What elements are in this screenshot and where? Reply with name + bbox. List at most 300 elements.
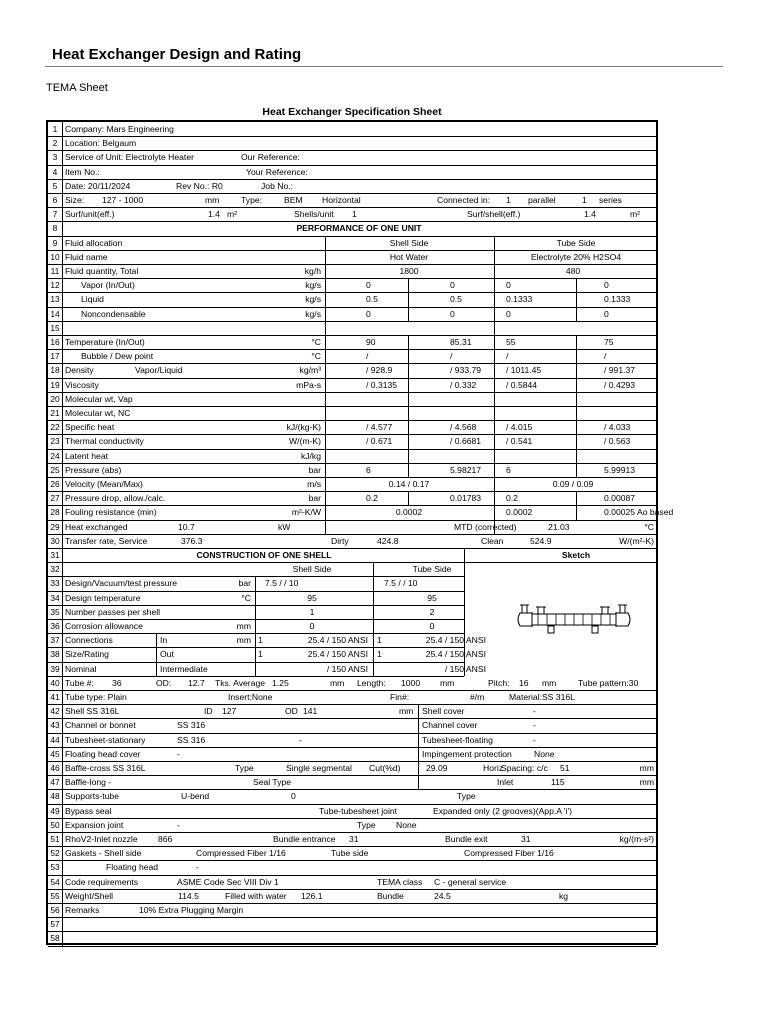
- bubble-dew-point-shell-out: /: [450, 351, 453, 362]
- row-number: 30: [50, 535, 60, 546]
- impingement-val: None: [534, 748, 555, 759]
- inlet-unit: mm: [639, 777, 654, 788]
- row-divider: [48, 662, 464, 663]
- row-number: 2: [52, 138, 58, 149]
- insert: Insert:None: [228, 692, 273, 702]
- od-label: OD:: [156, 677, 172, 688]
- viscosity-label: Viscosity: [65, 379, 99, 390]
- surf-shell-unit: m²: [630, 209, 641, 220]
- row-number: 52: [50, 848, 60, 859]
- design-temperature-shell: 95: [307, 592, 317, 603]
- noncondensable-shell-out: 0: [450, 308, 455, 319]
- transfer-value: 376.3: [181, 535, 203, 546]
- row-number: 36: [50, 621, 60, 631]
- title-divider: [45, 66, 723, 67]
- fouling-resistance-tube-out: 0.00025 Ao based: [604, 507, 674, 518]
- column-divider: [418, 704, 419, 789]
- channel-cover: Channel cover: [422, 720, 478, 731]
- size-rating-tube: 25.4 / 150 ANSI: [425, 649, 486, 660]
- noncondensable-unit: kg/s: [305, 308, 321, 319]
- row-number: 54: [50, 876, 60, 887]
- specification-sheet: [46, 120, 674, 945]
- spacing-unit: mm: [639, 763, 654, 773]
- row-number: 26: [50, 479, 60, 489]
- ts-stationary-val2: -: [299, 734, 302, 745]
- velocity-shell-total: 0.14 / 0.17: [388, 479, 430, 489]
- row-divider: [48, 931, 656, 932]
- supports: Supports-tube: [65, 791, 119, 802]
- seal-type: Seal Type: [253, 777, 292, 788]
- row-divider: [48, 165, 656, 166]
- shell-nozzle-in: [538, 607, 544, 614]
- pressure-label: Pressure (abs): [65, 464, 122, 475]
- latent-heat-label: Latent heat: [65, 450, 109, 461]
- row-divider: [48, 463, 656, 464]
- fin: Fin#:: [390, 692, 410, 702]
- size-rating-sub: Out: [160, 649, 174, 660]
- fin-unit: #/m: [470, 692, 485, 702]
- id: 127: [222, 706, 237, 717]
- row-number: 19: [50, 379, 60, 390]
- expansion-type-val: None: [396, 819, 417, 830]
- shell-unit: mm: [399, 706, 414, 717]
- connections-tube-n: 1: [377, 635, 382, 646]
- row-number: 39: [50, 663, 60, 674]
- type-value: BEM: [284, 195, 303, 205]
- row-number: 50: [50, 819, 60, 830]
- rev-no: Rev No.: R0: [176, 180, 223, 191]
- pitch-unit: mm: [542, 677, 557, 688]
- job-no: Job No.:: [261, 180, 294, 191]
- specific-heat-tube-out: / 4.033: [604, 422, 631, 433]
- tube-nozzle-out: [620, 605, 625, 613]
- row-divider: [48, 789, 656, 790]
- row-divider: [48, 378, 656, 379]
- transfer-unit: W/(m²-K): [619, 535, 654, 546]
- row-number: 57: [50, 919, 60, 930]
- bubble-dew-point-shell-in: /: [366, 351, 369, 362]
- filled-val: 126.1: [301, 890, 323, 901]
- design-pressure-tube: 7.5 / / 10: [384, 578, 418, 589]
- row-number: 15: [50, 322, 60, 333]
- row-number: 22: [50, 422, 60, 433]
- pressure-drop-label: Pressure drop, allow./calc.: [65, 493, 166, 504]
- floating-cover-val: -: [177, 748, 180, 759]
- corrosion-allowance-unit: mm: [236, 621, 251, 631]
- viscosity-tube-in: / 0.5844: [506, 379, 538, 390]
- row-number: 5: [52, 180, 58, 191]
- thermal-conductivity-tube-in: / 0.541: [506, 436, 533, 447]
- row-number: 46: [50, 763, 60, 773]
- row-number: 35: [50, 606, 60, 617]
- row-number: 12: [50, 280, 60, 291]
- vapor-tube-in: 0: [506, 280, 511, 291]
- fouling-resistance-shell-total: 0.0002: [395, 507, 423, 518]
- fluid-quantity-unit: kg/h: [304, 266, 321, 276]
- length: 1000: [401, 677, 421, 688]
- expansion: Expansion joint: [65, 819, 124, 830]
- row-number: 21: [50, 408, 60, 418]
- sketch-label: Sketch: [561, 550, 591, 560]
- thermal-conductivity-unit: W/(m-K): [289, 436, 321, 447]
- design-pressure-shell: 7.5 / / 10: [265, 578, 299, 589]
- cut-label: Cut(%d): [369, 763, 401, 773]
- velocity-unit: m/s: [307, 479, 321, 489]
- floating-head: Floating head: [106, 862, 159, 873]
- channel-cover-val: -: [533, 720, 536, 731]
- noncondensable-tube-out: 0: [604, 308, 609, 319]
- column-divider: [576, 491, 577, 505]
- temperature-label: Temperature (In/Out): [65, 337, 145, 347]
- ts-stationary: Tubesheet-stationary: [65, 734, 146, 745]
- row-number: 49: [50, 805, 60, 816]
- row-number: 24: [50, 450, 60, 461]
- design-temperature-unit: °C: [241, 592, 251, 603]
- connections-shell-n: 1: [258, 635, 263, 646]
- bundle-exit-val: 31: [521, 834, 531, 844]
- liquid-unit: kg/s: [305, 294, 321, 305]
- length-unit: mm: [440, 677, 455, 688]
- row-number: 6: [52, 195, 58, 205]
- tube-type: Tube type: Plain: [65, 692, 127, 702]
- cut: 29.09: [426, 763, 448, 773]
- expansion-type: Type: [357, 819, 376, 830]
- design-temperature-label: Design temperature: [65, 592, 141, 603]
- density-label: Density: [65, 365, 94, 376]
- shell-cover: Shell cover: [422, 706, 465, 717]
- ts-floating-val: -: [533, 734, 536, 745]
- row-number: 27: [50, 493, 60, 504]
- size-unit: mm: [205, 195, 220, 205]
- column-divider: [408, 491, 409, 505]
- liquid-shell-in: 0.5: [366, 294, 378, 305]
- row-number: 20: [50, 393, 60, 404]
- nominal-shell: / 150 ANSI: [326, 663, 368, 674]
- shell-nozzle-out: [602, 607, 608, 614]
- row-divider: [48, 718, 656, 719]
- row-number: 3: [52, 152, 58, 163]
- row-number: 37: [50, 635, 60, 646]
- noncondensable-label: Noncondensable: [81, 308, 146, 319]
- surf-shell-value: 1.4: [584, 209, 596, 220]
- od: 12.7: [188, 677, 205, 688]
- row-number: 31: [50, 550, 60, 560]
- row-divider: [48, 420, 656, 421]
- pressure-unit: bar: [308, 464, 321, 475]
- connections-label: Connections: [65, 635, 113, 646]
- row-number: 44: [50, 734, 60, 745]
- row-divider: [48, 917, 656, 918]
- tks-unit: mm: [330, 677, 345, 688]
- inlet-label: Inlet: [497, 777, 514, 788]
- bundle-entrance: Bundle entrance: [273, 834, 336, 844]
- rhov2-unit: kg/(m-s²): [619, 834, 654, 844]
- heat-exchanged-value: 10.7: [178, 521, 195, 532]
- column-divider: [255, 633, 256, 676]
- viscosity-shell-in: / 0.3135: [366, 379, 398, 390]
- specific-heat-shell-in: / 4.577: [366, 422, 393, 433]
- row-number: 23: [50, 436, 60, 447]
- material: Material:SS 316L: [509, 692, 575, 702]
- ubend-val: 0: [291, 791, 296, 802]
- column-divider: [408, 278, 409, 321]
- your-reference: Your Reference:: [246, 166, 308, 177]
- row-number: 42: [50, 706, 60, 717]
- shell-fluid: Hot Water: [389, 251, 429, 262]
- row-number: 10: [50, 251, 60, 262]
- design-pressure-unit: bar: [238, 578, 251, 589]
- mtd-unit: °C: [644, 521, 654, 532]
- pitch-label: Pitch:: [488, 677, 510, 688]
- thermal-conductivity-shell-in: / 0.671: [366, 436, 393, 447]
- tube-no: 36: [112, 677, 122, 688]
- latent-heat-unit: kJ/kg: [300, 450, 321, 461]
- surf-unit-label: Surf/unit(eff.): [65, 209, 115, 220]
- company: Company: Mars Engineering: [65, 124, 174, 134]
- corrosion-allowance-tube: 0: [429, 621, 435, 631]
- bubble-dew-point-tube-in: /: [506, 351, 509, 362]
- bundle-val: 24.5: [434, 890, 451, 901]
- temperature-tube-out: 75: [604, 337, 614, 347]
- shell-side: Shell Side: [389, 237, 429, 248]
- bundle-entrance-val: 31: [349, 834, 359, 844]
- heat-exchanged-unit: kW: [278, 521, 291, 532]
- rear-head: [616, 613, 630, 626]
- specific-heat-unit: kJ/(kg-K): [286, 422, 321, 433]
- nominal-tube: / 150 ANSI: [444, 663, 486, 674]
- viscosity-shell-out: / 0.332: [450, 379, 477, 390]
- row-number: 43: [50, 720, 60, 731]
- design-temperature-tube: 95: [427, 592, 437, 603]
- page-subtitle: TEMA Sheet: [46, 82, 108, 94]
- exchanger-sketch: [514, 595, 634, 645]
- expansion-val: -: [177, 819, 180, 830]
- weight-val: 114.5: [178, 890, 199, 901]
- filled: Filled with water: [225, 890, 287, 901]
- fouling-resistance-tube-in: 0.0002: [506, 507, 533, 518]
- viscosity-tube-out: / 0.4293: [604, 379, 636, 390]
- row-divider: [48, 704, 656, 705]
- location: Location: Belgaum: [65, 138, 137, 149]
- row-divider: [48, 818, 656, 819]
- impingement: Impingement protection: [422, 748, 512, 759]
- bubble-dew-point-label: Bubble / Dew point: [81, 351, 154, 362]
- row-number: 11: [50, 266, 60, 276]
- row-number: 55: [50, 890, 60, 901]
- row-number: 7: [52, 209, 58, 220]
- transfer-label: Transfer rate, Service: [65, 535, 148, 546]
- row-divider: [48, 875, 656, 876]
- density-tube-out: / 991.37: [604, 365, 636, 376]
- con-tube-side: Tube Side: [412, 564, 452, 575]
- noncondensable-shell-in: 0: [366, 308, 371, 319]
- shell-quantity: 1800: [399, 266, 419, 276]
- row-number: 8: [52, 223, 58, 234]
- supports-type: Type: [457, 791, 476, 802]
- inlet: 115: [551, 777, 565, 788]
- row-number: 1: [52, 124, 58, 134]
- series: series: [599, 195, 622, 205]
- row-divider: [48, 449, 656, 450]
- mtd-label: MTD (corrected): [454, 521, 517, 532]
- shells-unit-value: 1: [352, 209, 357, 220]
- weight-unit: kg: [559, 890, 569, 901]
- pressure-shell-out: 5.98217: [450, 464, 482, 475]
- baffle-type: Single segmental: [286, 763, 352, 773]
- tt-joint-val: Expanded only (2 grooves)(App.A 'i'): [433, 805, 572, 816]
- mol-wt-vap-label: Molecular wt, Vap: [65, 393, 133, 404]
- baffle-type-label: Type: [235, 763, 254, 773]
- specific-heat-tube-in: / 4.015: [506, 422, 533, 433]
- shells-unit-label: Shells/unit: [294, 209, 334, 220]
- column-divider: [576, 335, 577, 477]
- row-number: 53: [50, 862, 60, 873]
- tube-quantity: 480: [565, 266, 581, 276]
- density-label2: Vapor/Liquid: [135, 365, 183, 376]
- bundle: Bundle: [377, 890, 404, 901]
- liquid-tube-out: 0.1333: [604, 294, 631, 305]
- fluid-allocation: Fluid allocation: [65, 237, 123, 248]
- size-rating-shell: 25.4 / 150 ANSI: [307, 649, 368, 660]
- row-divider: [48, 292, 656, 293]
- tks-label: Tks. Average: [215, 677, 265, 688]
- passes-tube: 2: [429, 606, 435, 617]
- weight: Weight/Shell: [65, 890, 114, 901]
- connected-in: Connected in:: [437, 195, 491, 205]
- front-head: [518, 613, 532, 626]
- corrosion-allowance-label: Corrosion allowance: [65, 621, 143, 631]
- ts-floating: Tubesheet-floating: [422, 734, 493, 745]
- parallel: parallel: [528, 195, 556, 205]
- row-divider: [48, 406, 656, 407]
- row-number: 45: [50, 748, 60, 759]
- vapor-unit: kg/s: [305, 280, 321, 291]
- id-label: ID: [204, 706, 213, 717]
- mol-wt-nc-label: Molecular wt, NC: [65, 408, 131, 418]
- nominal-sub: Intermediate: [160, 663, 208, 674]
- pressure-tube-in: 6: [506, 464, 511, 475]
- od2: 141: [303, 706, 318, 717]
- velocity-tube-total: 0.09 / 0.09: [552, 479, 594, 489]
- series-n: 1: [582, 195, 587, 205]
- rhov2: RhoV2-Inlet nozzle: [65, 834, 138, 844]
- row-number: 14: [50, 308, 60, 319]
- service: Service of Unit: Electrolyte Heater: [65, 152, 194, 163]
- specific-heat-label: Specific heat: [65, 422, 115, 433]
- tube-no-label: Tube #:: [65, 677, 94, 688]
- row-divider: [48, 321, 656, 322]
- size-rating-label: Size/Rating: [65, 649, 109, 660]
- length-label: Length:: [357, 677, 386, 688]
- temperature-unit: °C: [311, 337, 321, 347]
- dirty-value: 424.8: [377, 535, 399, 546]
- fluid-quantity-label: Fluid quantity, Total: [65, 266, 139, 276]
- gaskets-tube-val: Compressed Fiber 1/16: [464, 848, 554, 859]
- tube-nozzle-in: [522, 605, 527, 613]
- floating-cover: Floating head cover: [65, 748, 141, 759]
- row-divider: [48, 179, 656, 180]
- row-number: 51: [50, 834, 60, 844]
- surf-unit-value: 1.4: [208, 209, 220, 220]
- column-divider: [408, 335, 409, 477]
- pressure-drop-shell-in: 0.2: [366, 493, 378, 504]
- item-no: Item No.:: [65, 166, 100, 177]
- column-divider: [576, 505, 577, 519]
- tube-pattern: Tube pattern:30: [578, 677, 639, 688]
- baffle-cross: Baffle-cross SS 316L: [65, 763, 146, 773]
- sheet-title: Heat Exchanger Specification Sheet: [262, 106, 442, 118]
- tube-fluid: Electrolyte 20% H2SO4: [530, 251, 622, 262]
- date: Date: 20/11/2024: [65, 180, 131, 191]
- orientation: Horizontal: [322, 195, 361, 205]
- column-divider: [576, 278, 577, 321]
- row-number: 18: [50, 365, 60, 376]
- row-number: 29: [50, 521, 60, 532]
- noncondensable-tube-in: 0: [506, 308, 511, 319]
- passes-shell: 1: [309, 606, 315, 617]
- floating-head-val: -: [196, 862, 199, 873]
- pressure-tube-out: 5.99913: [604, 464, 636, 475]
- temperature-shell-in: 90: [366, 337, 376, 347]
- od2-label: OD: [285, 706, 298, 717]
- row-divider: [48, 278, 656, 279]
- vapor-shell-in: 0: [366, 280, 371, 291]
- row-number: 41: [50, 692, 60, 702]
- channel: Channel or bonnet: [65, 720, 136, 731]
- dirty-label: Dirty: [331, 535, 349, 546]
- bypass: Bypass seal: [65, 805, 112, 816]
- density-unit: kg/m³: [299, 365, 321, 376]
- tema-val: C - general service: [434, 876, 507, 887]
- row-number: 25: [50, 464, 60, 475]
- thermal-conductivity-shell-out: / 0.6681: [450, 436, 482, 447]
- bubble-dew-point-tube-out: /: [604, 351, 607, 362]
- rhov2-val: 866: [158, 834, 173, 844]
- thermal-conductivity-tube-out: / 0.563: [604, 436, 631, 447]
- row-divider: [48, 647, 464, 648]
- channel-val: SS 316: [177, 720, 206, 731]
- pressure-drop-tube-in: 0.2: [506, 493, 518, 504]
- ts-stationary-val: SS 316: [177, 734, 206, 745]
- tema-class: TEMA class: [377, 876, 423, 887]
- clean-value: 524.9: [530, 535, 552, 546]
- connections-unit: mm: [236, 635, 251, 646]
- row-number: 47: [50, 777, 60, 788]
- row-divider: [48, 392, 656, 393]
- size-rating-shell-n: 1: [258, 649, 263, 660]
- size-value: 127 - 1000: [102, 195, 144, 205]
- temperature-shell-out: 85.31: [450, 337, 472, 347]
- tube-side: Tube Side: [556, 237, 596, 248]
- row-number: 13: [50, 294, 60, 305]
- liquid-tube-in: 0.1333: [506, 294, 533, 305]
- row-number: 16: [50, 337, 60, 347]
- remarks-val: 10% Extra Plugging Margin: [139, 905, 244, 915]
- remarks: Remarks: [65, 905, 100, 915]
- nominal-label: Nominal: [65, 663, 97, 674]
- pressure-drop-tube-out: 0.00087: [604, 493, 636, 504]
- connections-sub: In: [160, 635, 168, 646]
- code-req: Code requirements: [65, 876, 139, 887]
- tt-joint: Tube-tubesheet joint: [319, 805, 398, 816]
- pitch: 16: [519, 677, 529, 688]
- spacing-label: Spacing: c/c: [501, 763, 548, 773]
- spacing: 51: [560, 763, 570, 773]
- row-number: 4: [52, 166, 58, 177]
- row-number: 33: [50, 578, 60, 589]
- fouling-resistance-unit: m²-K/W: [291, 507, 321, 518]
- density-tube-in: / 1011.45: [506, 365, 542, 376]
